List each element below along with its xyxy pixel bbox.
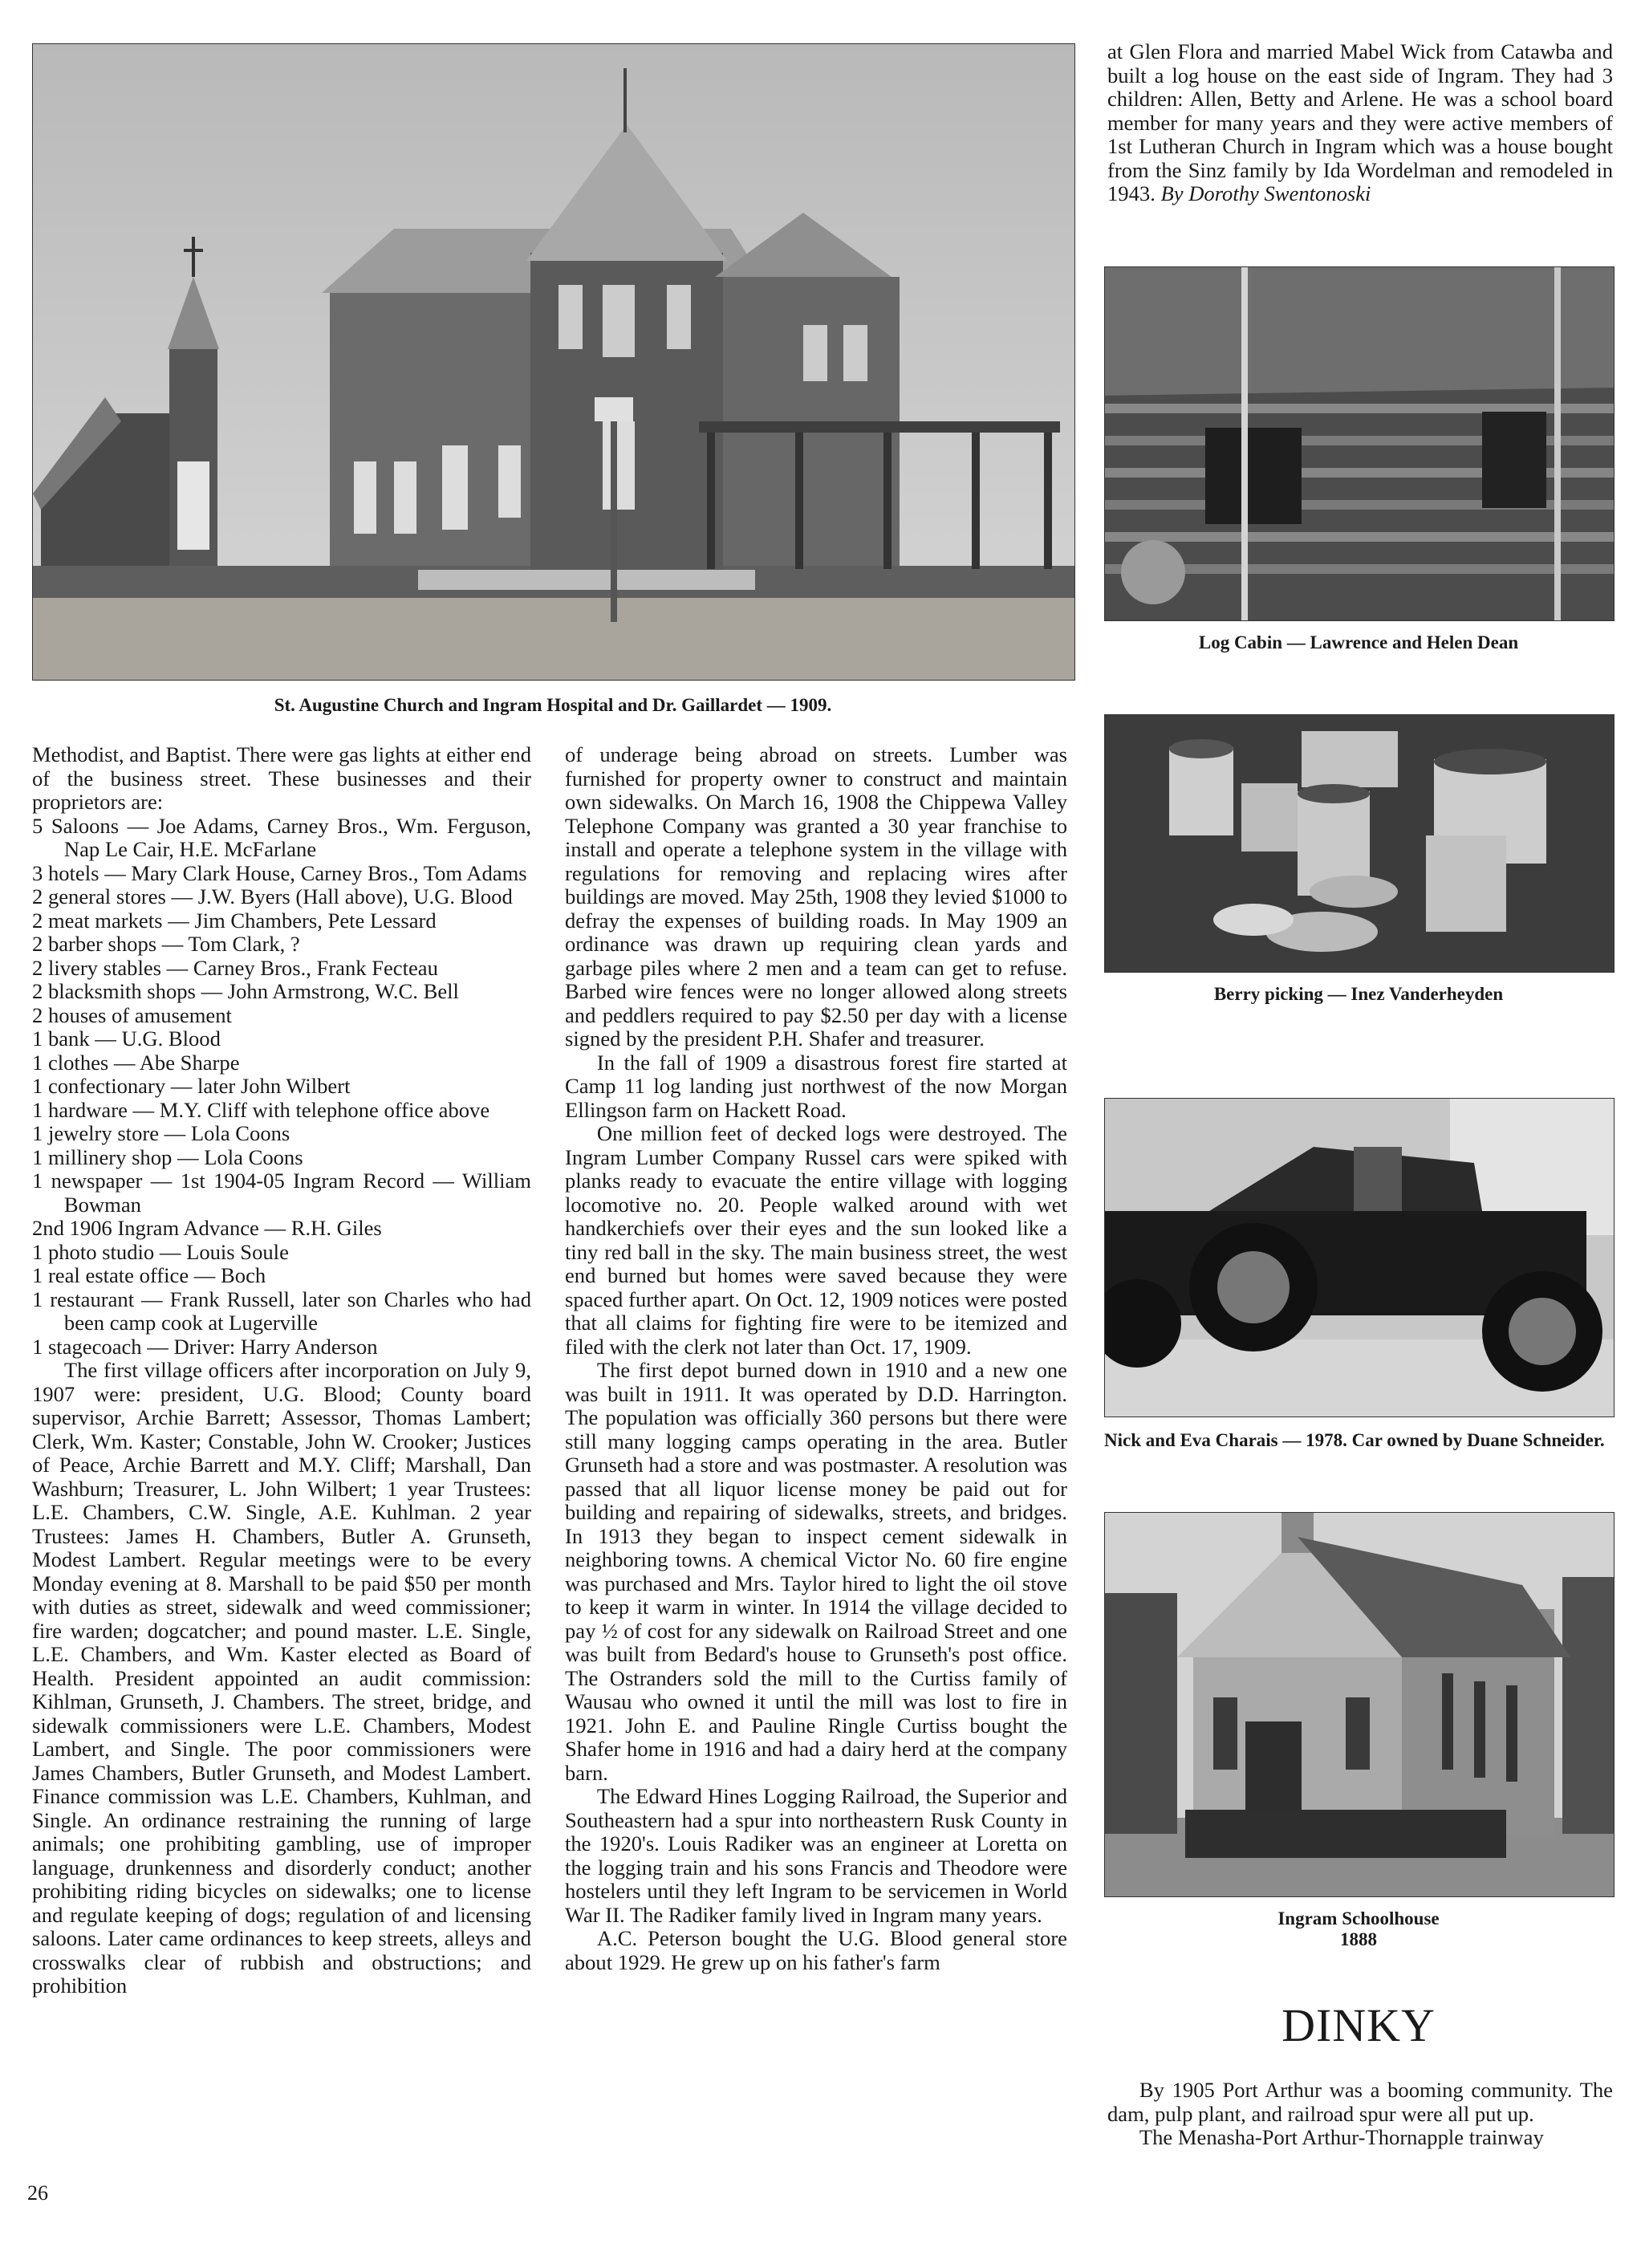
col1-list-item: 1 confectionary — later John Wilbert bbox=[32, 1074, 351, 1098]
col1-list-item: 2 meat markets — Jim Chambers, Pete Lessard bbox=[32, 908, 437, 933]
text-column-2 bbox=[565, 743, 1067, 1974]
col2-para: In the fall of 1909 a disastrous forest fire started at Camp 11 log landing just northwest of the now Morgan Ellingson farm on Hackett Road. bbox=[565, 1050, 1067, 1122]
dinky-text bbox=[1107, 2079, 1613, 2150]
col3-text: at Glen Flora and married Mabel Wick from Catawba and built a log house on the east side of Ingram. They had 3 children: Allen, Betty and Arlene. He was a school board member for many years and they were active members of 1st Lutheran Church in Ingram which was a house bought from the Sinz family by Ida Wordelman and remodeled in 1943. bbox=[1107, 39, 1613, 205]
caption-church-hospital: St. Augustine Church and Ingram Hospital and Dr. Gaillardet — 1909. bbox=[274, 695, 832, 715]
photo-church-hospital bbox=[32, 43, 1075, 681]
car-image bbox=[1105, 1099, 1614, 1416]
col1-para: Methodist, and Baptist. There were gas lights at either end of the business street. These businesses and their proprietors are: bbox=[32, 742, 531, 814]
photo-log-cabin bbox=[1104, 266, 1615, 621]
schoolhouse-image bbox=[1105, 1513, 1614, 1896]
col1-list-item: 1 bank — U.G. Blood bbox=[32, 1026, 221, 1051]
page-number: 26 bbox=[27, 2181, 48, 2205]
col2-para: The Edward Hines Logging Railroad, the Superior and Southeastern had a spur into northeastern Rusk County in the 1920's. Louis Radiker was an engineer at Loretta on the logging train and his sons Francis and Theodore were hostelers until they left Ingram to be servicemen in World War II. The Radiker family lived in Ingram many years. bbox=[565, 1784, 1067, 1927]
col2-para: of underage being abroad on streets. Lumber was furnished for property owner to construct and maintain own sidewalks. On March 16, 1908 the Chippewa Valley Telephone Company was granted a 30 year franchise to install and operate a telephone system in the village with regulations for removing and replacing wires after buildings are moved. May 25th, 1908 they levied $1000 to defray the expenses of building roads. In May 1909 an ordinance was drawn up requiring clean yards and garbage piles where 2 men and a team can get to refuse. Barbed wire fences were no longer allowed along streets and peddlers required to pay $2.50 per day with a license signed by the president P.H. Shafer and treasurer. bbox=[565, 742, 1067, 1051]
col3-byline: By Dorothy Swentonoski bbox=[1160, 181, 1371, 205]
col1-list-item: 1 newspaper — 1st 1904-05 Ingram Record — William Bowman bbox=[32, 1169, 531, 1217]
photo-berry-picking bbox=[1104, 714, 1615, 973]
dinky-para: By 1905 Port Arthur was a booming community. The dam, pulp plant, and railroad spur were all put up. bbox=[1107, 2078, 1613, 2126]
col1-list-item: 2 houses of amusement bbox=[32, 1002, 232, 1027]
col1-list-item: 1 millinery shop — Lola Coons bbox=[32, 1144, 303, 1169]
col1-list-item: 3 hotels — Mary Clark House, Carney Bros., Tom Adams bbox=[32, 860, 527, 885]
col2-para: One million feet of decked logs were destroyed. The Ingram Lumber Company Russel cars were spiked with planks ready to evacuate the entire village with logging locomotive no. 20. People walked around with wet handkerchiefs over their eyes and the sun looked like a tiny red ball in the sky. The main business street, the west end burned but homes were saved because they were spaced further apart. On Oct. 12, 1909 notices were posted that all claims for fighting fire were to be itemized and filed with the clerk not later than Oct. 17, 1909. bbox=[565, 1121, 1067, 1359]
text-column-1 bbox=[32, 743, 531, 1998]
photo-car bbox=[1104, 1098, 1615, 1417]
section-heading-dinky: DINKY bbox=[1281, 1999, 1436, 2051]
caption-schoolhouse-year: 1888 bbox=[1340, 1929, 1377, 1950]
church-hospital-image bbox=[33, 44, 1074, 680]
col1-para: The first village officers after incorporation on July 9, 1907 were: president, U.G. Blood; County board supervisor, Archie Barrett; Assessor, Thomas Lambert; Clerk, Wm. Kaster; Constable, John W. Crooker; Justices of Peace, Archie Barrett and M.Y. Cliff; Marshall, Dan Washburn; Treasurer, L. John Wilbert; 1 year Trustees: L.E. Chambers, C.W. Single, A.E. Kuhlman. 2 year Trustees: James H. Chambers, Butler A. Grunseth, Modest Lambert. Regular meetings were to be every Monday evening at 8. Marshall to be paid $50 per month with duties as street, sidewalk and weed commissioner; fire warden; dogcatcher; and pound master. L.E. Single, L.E. Chambers, and Wm. Kaster elected as Board of Health. President appointed an audit commission: Kihlman, Grunseth, J. Chambers. The street, bridge, and sidewalk commissioners were L.E. Chambers, Modest Lambert, and Single. The poor commissioners were James Chambers, Butler Grunseth, and Modest Lambert. Finance commission was L.E. Chambers, Kuhlman, and Single. An ordinance restraining the running of large animals; one prohibiting gambling, use of improper language, drunkenness and disorderly conduct; another prohibiting riding bicycles on sidewalks; one to license and regulate keeping of dogs; regulation of and licensing saloons. Later came ordinances to keep streets, alleys and crosswalks clear of rubbish and obstructions; and prohibition bbox=[32, 1358, 531, 1998]
photo-schoolhouse bbox=[1104, 1512, 1615, 1897]
col1-list-item: 2 livery stables — Carney Bros., Frank Fecteau bbox=[32, 955, 438, 980]
col1-list-item: 1 restaurant — Frank Russell, later son Charles who had been camp cook at Lugerville bbox=[32, 1286, 531, 1335]
dinky-para: The Menasha-Port Arthur-Thornapple trainway bbox=[1139, 2125, 1544, 2149]
col1-list-item: 5 Saloons — Joe Adams, Carney Bros., Wm. Ferguson, Nap Le Cair, H.E. McFarlane bbox=[32, 813, 531, 861]
col2-para: The first depot burned down in 1910 and a new one was built in 1911. It was operated by D.D. Harrington. The population was officially 360 persons but there were still many logging camps operating in the area. Butler Grunseth had a store and was postmaster. A resolution was passed that all liquor license money be paid out for building and repairing of sidewalks, streets, and bridges. In 1913 they began to inspect cement sidewalk in neighboring towns. A chemical Victor No. 60 fire engine was purchased and Mrs. Taylor hired to light the oil stove to keep it warm in winter. In 1914 the village decided to pay ½ of cost for any sidewalk on Railroad Street and one was built from Bedard's house to Grunseth's post office. The Ostranders sold the mill to the Curtiss family of Wausau who owned it until the mill was lost to fire in 1921. John E. and Pauline Ringle Curtiss bought the Shafer home in 1916 and had a dairy herd at the company barn. bbox=[565, 1358, 1067, 1785]
col1-list-item: 2 general stores — J.W. Byers (Hall above), U.G. Blood bbox=[32, 884, 513, 908]
text-column-3-top bbox=[1107, 40, 1613, 206]
col1-list-item: 1 stagecoach — Driver: Harry Anderson bbox=[32, 1334, 378, 1359]
col1-list-item: 2nd 1906 Ingram Advance — R.H. Giles bbox=[32, 1216, 382, 1240]
col3-para bbox=[1107, 40, 1613, 206]
berry-picking-image bbox=[1105, 715, 1614, 972]
col1-list-item: 2 barber shops — Tom Clark, ? bbox=[32, 932, 300, 956]
caption-schoolhouse bbox=[1104, 1908, 1613, 1951]
col1-list-item: 1 jewelry store — Lola Coons bbox=[32, 1121, 290, 1145]
col1-list-item: 1 clothes — Abe Sharpe bbox=[32, 1050, 240, 1075]
col1-list-item: 1 photo studio — Louis Soule bbox=[32, 1239, 289, 1264]
col1-list-item: 1 real estate office — Boch bbox=[32, 1263, 266, 1287]
log-cabin-image bbox=[1105, 267, 1614, 620]
col1-list-item: 1 hardware — M.Y. Cliff with telephone office above bbox=[32, 1097, 490, 1122]
caption-log-cabin: Log Cabin — Lawrence and Helen Dean bbox=[1198, 632, 1519, 652]
col2-para: A.C. Peterson bought the U.G. Blood general store about 1929. He grew up on his father's farm bbox=[565, 1926, 1067, 1974]
caption-car: Nick and Eva Charais — 1978. Car owned by Duane Schneider. bbox=[1104, 1430, 1605, 1450]
caption-berry-picking: Berry picking — Inez Vanderheyden bbox=[1213, 984, 1504, 1004]
col1-list-item: 2 blacksmith shops — John Armstrong, W.C. Bell bbox=[32, 979, 459, 1003]
caption-schoolhouse-title: Ingram Schoolhouse bbox=[1277, 1908, 1440, 1929]
